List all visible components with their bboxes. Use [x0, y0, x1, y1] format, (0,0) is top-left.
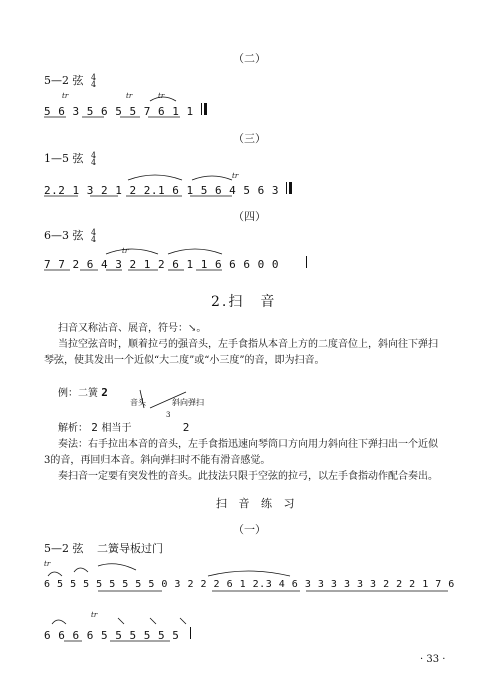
- section-heading-4: （四）: [233, 210, 266, 223]
- end-barline: [306, 256, 307, 268]
- sweep-mark: [74, 568, 88, 572]
- section-heading-2: （二）: [233, 52, 266, 65]
- notation-text: 2.2 1 3 2 1 2 2.1 6 1 5 6 4 5 6 3: [44, 184, 280, 197]
- slur: [192, 176, 232, 180]
- paragraph-note: 奏扫音一定要有突发性的音头。此技法只限于空弦的拉弓，以左手食指动作配合奏出。: [58, 471, 438, 482]
- slur: [128, 175, 182, 180]
- grace-note: 3: [166, 411, 171, 419]
- trill-mark: tr: [232, 172, 239, 180]
- example-label: 例：二簧 2: [58, 386, 109, 399]
- paragraph-technique-line2: 3的音，再回归本音。斜向弹扫时不能有滑音感觉。: [44, 455, 271, 466]
- notation-text: 5 6 3 5 6 5 5 7 6 1 1: [44, 105, 194, 118]
- string-text: 5—2 弦: [44, 74, 84, 87]
- sweep-mark: [48, 572, 62, 576]
- slur: [168, 249, 222, 254]
- trill-mark: tr: [91, 611, 98, 619]
- sweep-mark: [52, 620, 66, 624]
- string-label-5: 5—2 弦 二簧导板过门: [44, 542, 163, 555]
- trill-mark: tr: [158, 92, 165, 100]
- notation-line-5a: 6 5 5 5 5 5 5 5 5 0 3 2 2 2 6 1 2.3 4 6 3 3 3 3 3 3 2 2 2 1 7 6: [44, 579, 455, 590]
- analysis-line: 解析： 2 相当于 2: [58, 421, 190, 434]
- trill-mark: tr: [62, 92, 69, 100]
- sweep-mark: [118, 618, 124, 624]
- annotation-head: 音头: [130, 398, 146, 407]
- practice-title: 扫 音 练 习: [216, 497, 299, 510]
- notation-line-3: [44, 182, 292, 197]
- paragraph-description-line2: 琴弦，使其发出一个近似“大二度”或“小三度”的音，即为扫音。: [44, 355, 325, 366]
- end-barline: [201, 103, 207, 115]
- section-heading-1: （一）: [233, 523, 266, 536]
- slur: [106, 249, 158, 254]
- trill-mark: tr: [122, 247, 129, 255]
- annotation-sweep: 斜向弹扫: [172, 398, 204, 407]
- trill-mark: tr: [44, 560, 51, 568]
- time-signature: 4 4: [91, 151, 97, 167]
- section-heading-3: （三）: [233, 132, 266, 145]
- string-text: 1—5 弦: [44, 152, 84, 165]
- paragraph-definition: 扫音又称沾音、展音，符号：↘。: [58, 323, 207, 334]
- sweep-mark: [180, 618, 186, 624]
- sweep-mark: [98, 564, 136, 570]
- time-signature: 4 4: [91, 228, 97, 244]
- time-signature: 4 4: [91, 73, 97, 89]
- paragraph-technique-line1: 奏法：右手拉出本音的音头，左手食指迅速向琴筒口方向用力斜向往下弹扫出一个近似: [58, 439, 438, 450]
- trill-mark: tr: [126, 92, 133, 100]
- slur: [208, 571, 290, 576]
- string-label-2: [44, 72, 96, 88]
- notation-line-4: [44, 256, 307, 271]
- notation-text: 7 7 2 6 4 3 2 1 2 6 1 1 6 6 6 0 0: [44, 258, 280, 271]
- notation-line-5b: 6 6 6 6 5 5 5 5 5 5: [44, 627, 191, 642]
- piece-description: 二簧导板过门: [97, 542, 163, 555]
- page-number: · 33 ·: [420, 654, 446, 665]
- sweep-mark: [150, 618, 156, 624]
- paragraph-description-line1: 当拉空弦音时，顺着拉弓的强音头，左手食指从本音上方的二度音位上，斜向往下弹扫: [58, 339, 438, 350]
- string-label-4: [44, 227, 96, 243]
- string-label-3: [44, 150, 96, 166]
- example-note: 2: [101, 386, 109, 399]
- section-title-sweep-tone: 2.扫 音: [211, 294, 277, 310]
- string-text: 6—3 弦: [44, 229, 84, 242]
- notation-line-2: [44, 103, 207, 118]
- barline: [190, 627, 191, 639]
- end-barline: [286, 182, 292, 194]
